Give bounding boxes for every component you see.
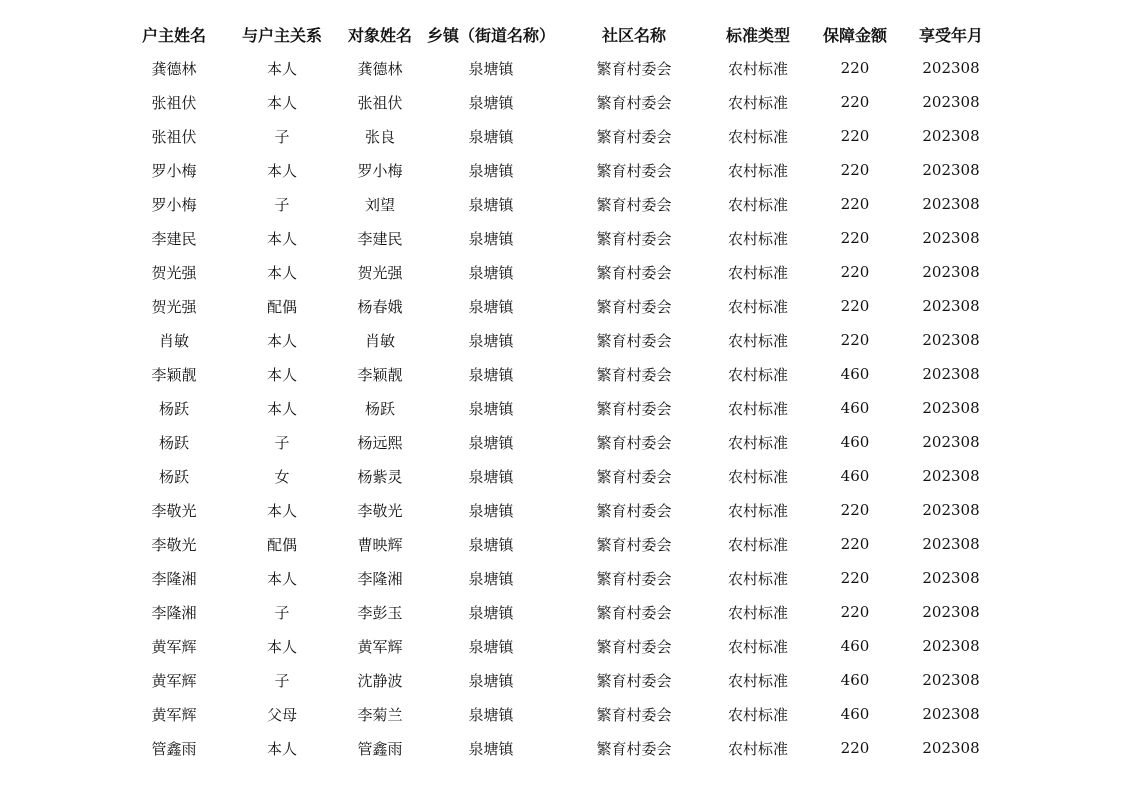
- standard-type-cell: 农村标准: [727, 569, 788, 588]
- standard-type-cell: 农村标准: [727, 433, 788, 452]
- relationship-cell: 本人: [266, 399, 297, 418]
- period-cell: 202308: [922, 637, 980, 655]
- recipient-name-cell: 李隆湘: [357, 569, 403, 588]
- standard-type-cell: 农村标准: [727, 229, 788, 248]
- township-cell: 泉塘镇: [468, 705, 514, 724]
- householder-name-cell: 龚德林: [151, 59, 197, 78]
- relationship-cell: 子: [274, 603, 290, 622]
- table-row: [120, 187, 998, 221]
- township-cell: 泉塘镇: [468, 161, 514, 180]
- period-cell: 202308: [922, 297, 980, 315]
- amount-cell: 460: [840, 671, 870, 689]
- community-cell: 繁育村委会: [596, 263, 672, 282]
- standard-type-cell: 农村标准: [727, 739, 788, 758]
- relationship-cell: 本人: [266, 331, 297, 350]
- standard-type-cell: 农村标准: [727, 161, 788, 180]
- householder-name-cell: 李敬光: [151, 535, 197, 554]
- community-cell: 繁育村委会: [596, 365, 672, 384]
- table-row: [120, 357, 998, 391]
- table-row: [120, 425, 998, 459]
- householder-name-cell: 黄军辉: [151, 637, 197, 656]
- householder-name-cell: 杨跃: [158, 467, 189, 486]
- recipient-name-cell: 刘望: [364, 195, 395, 214]
- householder-name-cell: 贺光强: [151, 297, 197, 316]
- township-cell: 泉塘镇: [468, 433, 514, 452]
- township-cell: 泉塘镇: [468, 535, 514, 554]
- amount-cell: 220: [840, 263, 870, 281]
- amount-cell: 220: [840, 59, 870, 77]
- relationship-cell: 本人: [266, 365, 297, 384]
- township-cell: 泉塘镇: [468, 127, 514, 146]
- standard-type-cell: 农村标准: [727, 501, 788, 520]
- table-row: [120, 119, 998, 153]
- table-row: [120, 85, 998, 119]
- community-cell: 繁育村委会: [596, 569, 672, 588]
- relationship-cell: 本人: [266, 93, 297, 112]
- recipient-name-cell: 李敬光: [357, 501, 403, 520]
- table-row: [120, 221, 998, 255]
- community-cell: 繁育村委会: [596, 535, 672, 554]
- amount-cell: 460: [840, 705, 870, 723]
- recipient-name-cell: 杨春娥: [357, 297, 403, 316]
- recipient-name-cell: 管鑫雨: [357, 739, 403, 758]
- township-cell: 泉塘镇: [468, 739, 514, 758]
- recipient-name-cell: 罗小梅: [357, 161, 403, 180]
- table-row: [120, 697, 998, 731]
- period-cell: 202308: [922, 161, 980, 179]
- header-amount: 保障金额: [822, 25, 887, 45]
- standard-type-cell: 农村标准: [727, 671, 788, 690]
- period-cell: 202308: [922, 229, 980, 247]
- standard-type-cell: 农村标准: [727, 93, 788, 112]
- community-cell: 繁育村委会: [596, 93, 672, 112]
- standard-type-cell: 农村标准: [727, 603, 788, 622]
- table-row: [120, 629, 998, 663]
- householder-name-cell: 杨跃: [158, 433, 189, 452]
- relationship-cell: 本人: [266, 229, 297, 248]
- community-cell: 繁育村委会: [596, 127, 672, 146]
- community-cell: 繁育村委会: [596, 739, 672, 758]
- recipient-name-cell: 李颖靓: [357, 365, 403, 384]
- period-cell: 202308: [922, 195, 980, 213]
- period-cell: 202308: [922, 365, 980, 383]
- amount-cell: 460: [840, 399, 870, 417]
- recipient-name-cell: 黄军辉: [357, 637, 403, 656]
- township-cell: 泉塘镇: [468, 93, 514, 112]
- standard-type-cell: 农村标准: [727, 705, 788, 724]
- householder-name-cell: 贺光强: [151, 263, 197, 282]
- period-cell: 202308: [922, 603, 980, 621]
- table-row: [120, 731, 998, 765]
- householder-name-cell: 管鑫雨: [151, 739, 197, 758]
- amount-cell: 220: [840, 297, 870, 315]
- amount-cell: 460: [840, 467, 870, 485]
- relationship-cell: 子: [274, 127, 290, 146]
- period-cell: 202308: [922, 501, 980, 519]
- community-cell: 繁育村委会: [596, 229, 672, 248]
- period-cell: 202308: [922, 671, 980, 689]
- header-township: 乡镇（街道名称）: [426, 25, 555, 45]
- township-cell: 泉塘镇: [468, 331, 514, 350]
- householder-name-cell: 李颖靓: [151, 365, 197, 384]
- householder-name-cell: 黄军辉: [151, 705, 197, 724]
- header-recipient-name: 对象姓名: [347, 25, 412, 45]
- standard-type-cell: 农村标准: [727, 127, 788, 146]
- amount-cell: 220: [840, 331, 870, 349]
- table-row: [120, 459, 998, 493]
- table-row: [120, 527, 998, 561]
- community-cell: 繁育村委会: [596, 297, 672, 316]
- township-cell: 泉塘镇: [468, 467, 514, 486]
- period-cell: 202308: [922, 535, 980, 553]
- relationship-cell: 本人: [266, 59, 297, 78]
- period-cell: 202308: [922, 467, 980, 485]
- header-period: 享受年月: [918, 25, 983, 45]
- table-row: [120, 493, 998, 527]
- recipient-name-cell: 沈静波: [357, 671, 403, 690]
- amount-cell: 220: [840, 161, 870, 179]
- table-row: [120, 391, 998, 425]
- table-row: [120, 595, 998, 629]
- amount-cell: 220: [840, 229, 870, 247]
- period-cell: 202308: [922, 569, 980, 587]
- relationship-cell: 本人: [266, 637, 297, 656]
- period-cell: 202308: [922, 705, 980, 723]
- amount-cell: 220: [840, 569, 870, 587]
- community-cell: 繁育村委会: [596, 637, 672, 656]
- householder-name-cell: 李建民: [151, 229, 197, 248]
- relationship-cell: 子: [274, 671, 290, 690]
- standard-type-cell: 农村标准: [727, 195, 788, 214]
- amount-cell: 460: [840, 365, 870, 383]
- householder-name-cell: 张祖伏: [151, 127, 197, 146]
- header-householder-name: 户主姓名: [141, 25, 206, 45]
- header-community: 社区名称: [601, 25, 666, 45]
- householder-name-cell: 李隆湘: [151, 569, 197, 588]
- relationship-cell: 子: [274, 195, 290, 214]
- recipient-name-cell: 肖敏: [364, 331, 395, 350]
- township-cell: 泉塘镇: [468, 297, 514, 316]
- period-cell: 202308: [922, 127, 980, 145]
- householder-name-cell: 张祖伏: [151, 93, 197, 112]
- relationship-cell: 配偶: [266, 297, 297, 316]
- community-cell: 繁育村委会: [596, 467, 672, 486]
- community-cell: 繁育村委会: [596, 603, 672, 622]
- recipient-name-cell: 张良: [364, 127, 395, 146]
- standard-type-cell: 农村标准: [727, 297, 788, 316]
- standard-type-cell: 农村标准: [727, 535, 788, 554]
- township-cell: 泉塘镇: [468, 59, 514, 78]
- table-row: [120, 289, 998, 323]
- householder-name-cell: 李隆湘: [151, 603, 197, 622]
- relationship-cell: 本人: [266, 569, 297, 588]
- community-cell: 繁育村委会: [596, 331, 672, 350]
- relationship-cell: 女: [274, 467, 290, 486]
- recipient-name-cell: 李彭玉: [357, 603, 403, 622]
- standard-type-cell: 农村标准: [727, 467, 788, 486]
- recipient-name-cell: 曹映辉: [357, 535, 403, 554]
- recipient-name-cell: 龚德林: [357, 59, 403, 78]
- township-cell: 泉塘镇: [468, 637, 514, 656]
- householder-name-cell: 杨跃: [158, 399, 189, 418]
- standard-type-cell: 农村标准: [727, 399, 788, 418]
- community-cell: 繁育村委会: [596, 433, 672, 452]
- township-cell: 泉塘镇: [468, 263, 514, 282]
- period-cell: 202308: [922, 739, 980, 757]
- recipient-name-cell: 杨远熙: [357, 433, 403, 452]
- recipient-name-cell: 张祖伏: [357, 93, 403, 112]
- township-cell: 泉塘镇: [468, 671, 514, 690]
- table-row: [120, 153, 998, 187]
- amount-cell: 460: [840, 637, 870, 655]
- table-body: [120, 51, 998, 765]
- header-standard-type: 标准类型: [725, 25, 790, 45]
- householder-name-cell: 罗小梅: [151, 195, 197, 214]
- community-cell: 繁育村委会: [596, 59, 672, 78]
- community-cell: 繁育村委会: [596, 399, 672, 418]
- recipient-name-cell: 杨跃: [364, 399, 395, 418]
- standard-type-cell: 农村标准: [727, 365, 788, 384]
- relationship-cell: 子: [274, 433, 290, 452]
- amount-cell: 220: [840, 127, 870, 145]
- amount-cell: 220: [840, 195, 870, 213]
- relationship-cell: 本人: [266, 501, 297, 520]
- table-row: [120, 255, 998, 289]
- township-cell: 泉塘镇: [468, 229, 514, 248]
- header-row: [120, 17, 998, 51]
- township-cell: 泉塘镇: [468, 501, 514, 520]
- householder-name-cell: 李敬光: [151, 501, 197, 520]
- township-cell: 泉塘镇: [468, 603, 514, 622]
- header-relationship: 与户主关系: [241, 25, 322, 45]
- householder-name-cell: 黄军辉: [151, 671, 197, 690]
- township-cell: 泉塘镇: [468, 569, 514, 588]
- standard-type-cell: 农村标准: [727, 59, 788, 78]
- beneficiary-table: [120, 17, 998, 765]
- period-cell: 202308: [922, 331, 980, 349]
- amount-cell: 460: [840, 433, 870, 451]
- amount-cell: 220: [840, 93, 870, 111]
- community-cell: 繁育村委会: [596, 705, 672, 724]
- recipient-name-cell: 杨紫灵: [357, 467, 403, 486]
- standard-type-cell: 农村标准: [727, 637, 788, 656]
- amount-cell: 220: [840, 603, 870, 621]
- amount-cell: 220: [840, 739, 870, 757]
- standard-type-cell: 农村标准: [727, 263, 788, 282]
- period-cell: 202308: [922, 433, 980, 451]
- township-cell: 泉塘镇: [468, 365, 514, 384]
- township-cell: 泉塘镇: [468, 399, 514, 418]
- table-header: [120, 17, 998, 51]
- period-cell: 202308: [922, 263, 980, 281]
- table-row: [120, 561, 998, 595]
- amount-cell: 220: [840, 501, 870, 519]
- community-cell: 繁育村委会: [596, 501, 672, 520]
- table-row: [120, 323, 998, 357]
- relationship-cell: 本人: [266, 263, 297, 282]
- standard-type-cell: 农村标准: [727, 331, 788, 350]
- relationship-cell: 配偶: [266, 535, 297, 554]
- period-cell: 202308: [922, 399, 980, 417]
- period-cell: 202308: [922, 59, 980, 77]
- community-cell: 繁育村委会: [596, 195, 672, 214]
- recipient-name-cell: 贺光强: [357, 263, 403, 282]
- community-cell: 繁育村委会: [596, 671, 672, 690]
- relationship-cell: 本人: [266, 739, 297, 758]
- householder-name-cell: 肖敏: [158, 331, 189, 350]
- amount-cell: 220: [840, 535, 870, 553]
- relationship-cell: 父母: [266, 705, 297, 724]
- recipient-name-cell: 李建民: [357, 229, 403, 248]
- table-row: [120, 663, 998, 697]
- township-cell: 泉塘镇: [468, 195, 514, 214]
- period-cell: 202308: [922, 93, 980, 111]
- relationship-cell: 本人: [266, 161, 297, 180]
- householder-name-cell: 罗小梅: [151, 161, 197, 180]
- recipient-name-cell: 李菊兰: [357, 705, 403, 724]
- community-cell: 繁育村委会: [596, 161, 672, 180]
- table-row: [120, 51, 998, 85]
